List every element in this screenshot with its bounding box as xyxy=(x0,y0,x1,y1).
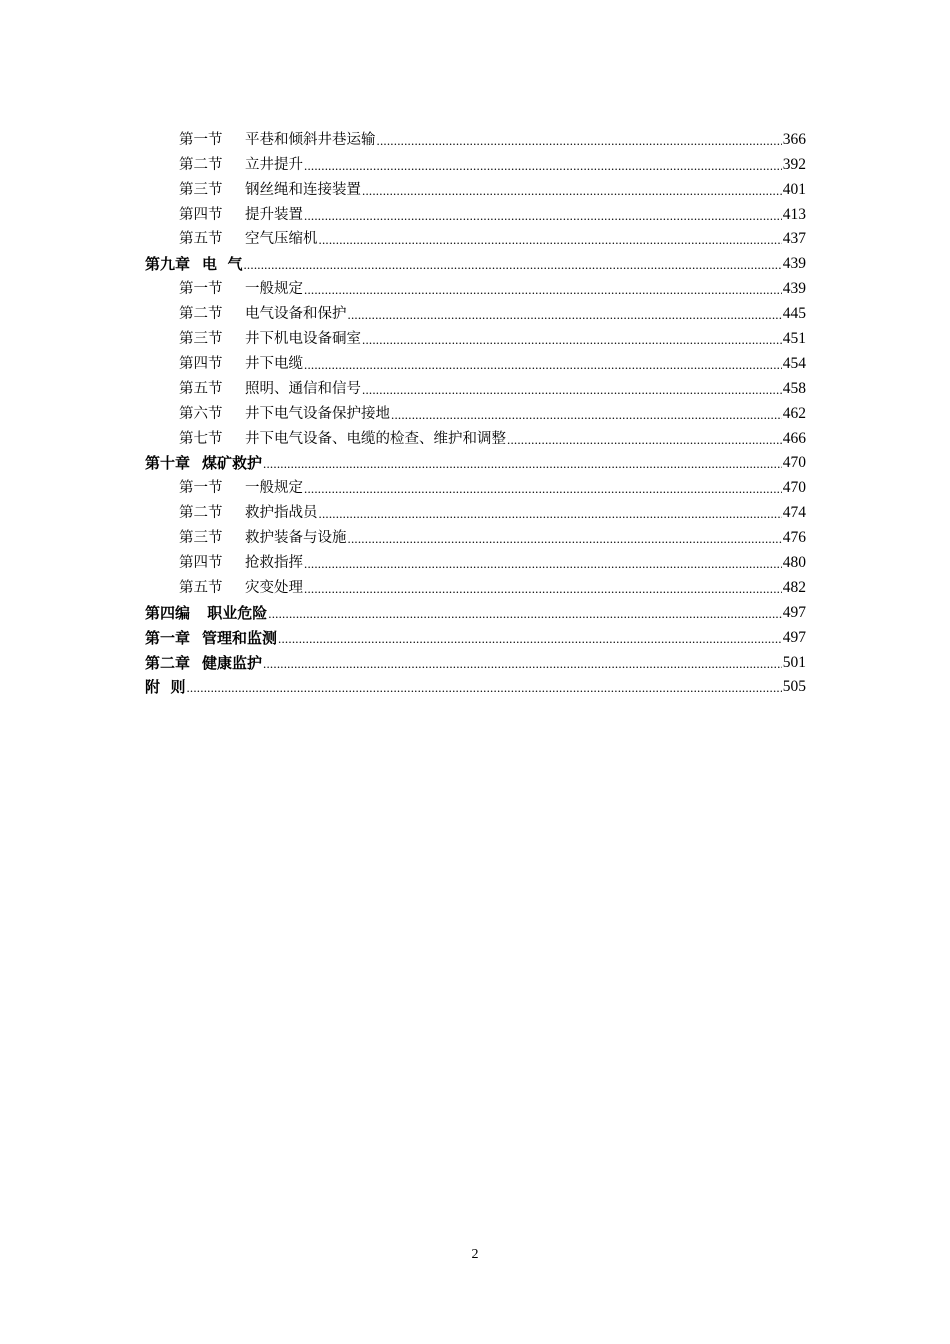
toc-entry-number: 第一节 xyxy=(179,131,223,148)
toc-entry-title: 钢丝绳和连接装置 xyxy=(245,181,361,198)
toc-entry[interactable] xyxy=(0,124,806,149)
toc-entry-title: 井下电气设备保护接地 xyxy=(245,405,390,422)
toc-entry-title: 照明、通信和信号 xyxy=(245,380,361,397)
toc-part-number: 第四编 xyxy=(145,603,191,622)
toc-entry-page: 470 xyxy=(782,479,806,497)
toc-entry-title: 井下机电设备硐室 xyxy=(245,331,361,348)
toc-entry-page: 439 xyxy=(782,255,806,273)
dot-leader xyxy=(304,481,782,497)
dot-leader xyxy=(362,183,782,199)
dot-leader xyxy=(304,357,782,373)
dot-leader xyxy=(319,506,782,522)
dot-leader xyxy=(304,158,782,174)
toc-entry[interactable] xyxy=(0,522,806,547)
toc-chapter-number: 第十章 xyxy=(145,454,191,473)
toc-chapter-title: 煤矿救护 xyxy=(202,454,263,473)
toc-entry-number: 第四节 xyxy=(179,206,223,223)
dot-leader xyxy=(319,232,782,248)
toc-entry-page: 466 xyxy=(782,429,806,447)
dot-leader xyxy=(362,332,782,348)
toc-appendix-entry[interactable] xyxy=(0,672,806,697)
toc-entry[interactable] xyxy=(0,273,806,298)
toc-entry[interactable] xyxy=(0,423,806,448)
dot-leader xyxy=(304,581,782,597)
toc-entry-page: 366 xyxy=(782,130,806,148)
toc-entry-number: 第三节 xyxy=(179,530,223,547)
dot-leader xyxy=(507,432,782,448)
dot-leader xyxy=(263,456,782,472)
toc-chapter-title: 健康监护 xyxy=(202,653,263,672)
toc-entry-page: 497 xyxy=(782,628,806,646)
dot-leader xyxy=(243,257,781,273)
toc-entry[interactable] xyxy=(0,199,806,224)
toc-entry-number: 第六节 xyxy=(179,405,223,422)
toc-chapter-entry[interactable] xyxy=(0,647,806,672)
toc-chapter-entry[interactable] xyxy=(0,622,806,647)
toc-entry-number: 第七节 xyxy=(179,430,223,447)
toc-entry-number: 第二节 xyxy=(179,306,223,323)
dot-leader xyxy=(348,307,782,323)
toc-entry-number: 第五节 xyxy=(179,380,223,397)
toc-entry-title: 井下电缆 xyxy=(245,355,303,372)
toc-entry-page: 497 xyxy=(782,603,806,621)
toc-entry-number: 第三节 xyxy=(179,331,223,348)
dot-leader xyxy=(304,556,782,572)
toc-entry-title: 救护指战员 xyxy=(245,505,318,522)
toc-entry[interactable] xyxy=(0,497,806,522)
toc-entry-title: 一般规定 xyxy=(245,480,303,497)
dot-leader xyxy=(391,407,782,423)
toc-entry-page: 392 xyxy=(782,155,806,173)
dot-leader xyxy=(377,133,782,149)
toc-entry-number: 第四节 xyxy=(179,555,223,572)
toc-entry-title: 立井提升 xyxy=(245,156,303,173)
toc-entry-title: 抢救指挥 xyxy=(245,555,303,572)
toc-chapter-number: 第二章 xyxy=(145,653,191,672)
toc-chapter-title: 管理和监测 xyxy=(202,628,278,647)
toc-chapter-title: 电 气 xyxy=(202,255,243,274)
toc-part-title: 职业危险 xyxy=(202,603,268,622)
toc-entry-title: 一般规定 xyxy=(245,281,303,298)
toc-entry-number: 第五节 xyxy=(179,231,223,248)
toc-entry-title: 井下电气设备、电缆的检查、维护和调整 xyxy=(245,430,506,447)
toc-entry-number: 第三节 xyxy=(179,181,223,198)
toc-entry-page: 451 xyxy=(782,330,806,348)
toc-part-entry[interactable] xyxy=(0,597,806,622)
dot-leader xyxy=(268,606,782,622)
toc-appendix-title: 附 则 xyxy=(145,678,186,697)
toc-entry-page: 501 xyxy=(782,653,806,671)
toc-entry[interactable] xyxy=(0,298,806,323)
toc-entry-title: 救护装备与设施 xyxy=(245,530,347,547)
toc-entry[interactable] xyxy=(0,547,806,572)
dot-leader xyxy=(304,208,782,224)
toc-entry-number: 第四节 xyxy=(179,355,223,372)
toc-entry-page: 505 xyxy=(782,678,806,696)
toc-chapter-number: 第九章 xyxy=(145,255,191,274)
dot-leader xyxy=(304,282,782,298)
toc-entry-page: 437 xyxy=(782,230,806,248)
toc-entry[interactable] xyxy=(0,373,806,398)
dot-leader xyxy=(263,656,782,672)
toc-entry-number: 第五节 xyxy=(179,579,223,596)
toc-entry[interactable] xyxy=(0,224,806,249)
toc-entry-title: 空气压缩机 xyxy=(245,231,318,248)
toc-entry-page: 454 xyxy=(782,354,806,372)
toc-entry[interactable] xyxy=(0,348,806,373)
toc-entry[interactable] xyxy=(0,572,806,597)
toc-entry[interactable] xyxy=(0,149,806,174)
dot-leader xyxy=(278,631,782,647)
toc-entry-page: 470 xyxy=(782,454,806,472)
toc-entry-page: 413 xyxy=(782,205,806,223)
toc-entry-number: 第二节 xyxy=(179,156,223,173)
toc-entry-number: 第一节 xyxy=(179,281,223,298)
dot-leader xyxy=(348,531,782,547)
toc-entry-page: 482 xyxy=(782,578,806,596)
toc-entry[interactable] xyxy=(0,174,806,199)
toc-entry-title: 提升装置 xyxy=(245,206,303,223)
toc-entry-number: 第二节 xyxy=(179,505,223,522)
toc-entry-title: 平巷和倾斜井巷运输 xyxy=(245,131,376,148)
toc-entry-page: 474 xyxy=(782,504,806,522)
dot-leader xyxy=(362,382,782,398)
toc-entry[interactable] xyxy=(0,472,806,497)
toc-chapter-number: 第一章 xyxy=(145,628,191,647)
toc-entry-page: 439 xyxy=(782,280,806,298)
toc-entry[interactable] xyxy=(0,323,806,348)
toc-entry-title: 电气设备和保护 xyxy=(245,306,347,323)
toc-entry-title: 灾变处理 xyxy=(245,579,303,596)
toc-entry[interactable] xyxy=(0,398,806,423)
table-of-contents xyxy=(0,124,950,696)
toc-entry-number: 第一节 xyxy=(179,480,223,497)
toc-entry-page: 462 xyxy=(782,404,806,422)
page-number: 2 xyxy=(471,1247,479,1262)
toc-entry-page: 476 xyxy=(782,529,806,547)
toc-chapter-entry[interactable] xyxy=(0,248,806,273)
toc-entry-page: 445 xyxy=(782,305,806,323)
toc-entry-page: 458 xyxy=(782,379,806,397)
toc-entry-page: 480 xyxy=(782,554,806,572)
dot-leader xyxy=(186,680,781,696)
toc-chapter-entry[interactable] xyxy=(0,448,806,473)
toc-entry-page: 401 xyxy=(782,180,806,198)
